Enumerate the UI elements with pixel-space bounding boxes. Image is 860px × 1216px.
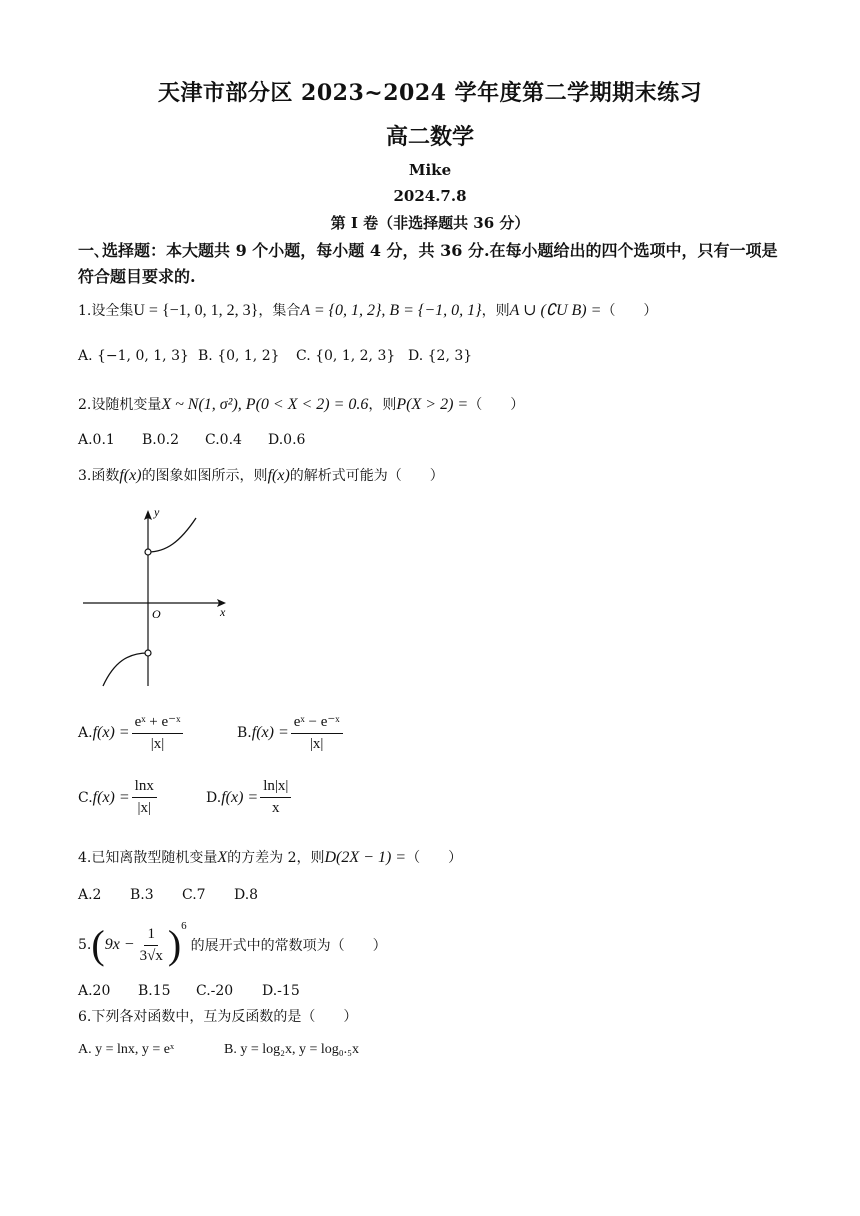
q3-option-a[interactable]	[78, 712, 185, 762]
q1-options	[78, 348, 778, 370]
q3-option-c[interactable]	[78, 778, 159, 828]
y-axis-label: y	[154, 505, 160, 519]
q5-right-paren: )	[167, 922, 182, 967]
fraction-denominator: |x|	[150, 736, 165, 752]
q4-expr: D(2X − 1) =	[324, 849, 407, 866]
q4-blank: （ ）	[406, 850, 463, 866]
q1-option-a[interactable]: A. {−1, 0, 1, 3}	[78, 348, 189, 364]
q2-expr1: X ~ N(1, σ²), P(0 < X < 2) = 0.6	[161, 396, 369, 413]
q3-option-a-lhs: f(x) =	[92, 724, 130, 741]
q5-option-c[interactable]: C.-20	[196, 983, 234, 999]
q3-option-c-fraction	[132, 778, 157, 817]
q3-fx: f(x)	[119, 467, 142, 484]
q4-option-b[interactable]: B.3	[130, 887, 154, 903]
fraction-denominator: |x|	[137, 800, 152, 816]
q3-option-b-lhs: f(x) =	[251, 724, 289, 741]
q5-options	[78, 983, 778, 1003]
q3-option-a-fraction	[132, 712, 184, 753]
author: Mike	[408, 161, 452, 179]
fraction-numerator: lnx	[132, 778, 157, 798]
fraction-numerator: ln|x|	[260, 778, 291, 798]
curve-upper-branch	[148, 518, 196, 552]
q2-option-a[interactable]: A.0.1	[78, 432, 115, 448]
q2-option-c[interactable]: C.0.4	[205, 432, 242, 448]
open-point-upper	[145, 549, 151, 555]
q1-set-u: U = {−1, 0, 1, 2, 3}	[133, 302, 259, 319]
q2-expr2: P(X > 2) =	[396, 396, 469, 413]
question-1	[78, 301, 657, 321]
q4-options	[78, 887, 778, 907]
q4-prefix: 4.已知离散型随机变量	[78, 850, 218, 866]
q5-suffix: 的展开式中的常数项为（ ）	[190, 938, 387, 954]
question-4	[78, 848, 462, 868]
date: 2024.7.8	[393, 187, 467, 205]
q4-option-c[interactable]: C.7	[182, 887, 206, 903]
q3-suffix: 的解析式可能为（ ）	[289, 468, 444, 484]
volume-heading: 第 I 卷（非选择题共 36 分）	[330, 214, 530, 232]
fraction-denominator: |x|	[309, 736, 324, 752]
q2-option-d[interactable]: D.0.6	[268, 432, 306, 448]
fraction-numerator: 1	[144, 926, 158, 946]
q4-mid: 的方差为 2，则	[227, 850, 325, 866]
q5-left-paren: (	[91, 922, 105, 967]
q1-blank: （ ）	[601, 303, 658, 319]
q3-option-c-label: C.	[78, 790, 93, 806]
q1-option-d[interactable]: D. {2, 3}	[408, 348, 473, 364]
question-3	[78, 466, 444, 486]
curve-lower-branch	[103, 653, 148, 686]
q5-option-d[interactable]: D.-15	[262, 983, 300, 999]
q4-var: X	[217, 849, 228, 866]
q5-prefix: 5.	[78, 937, 92, 953]
x-axis-label: x	[220, 605, 226, 619]
q3-fx2: f(x)	[267, 467, 290, 484]
q1-then: ，则	[481, 303, 510, 319]
fraction-denominator: x	[272, 800, 280, 816]
q2-blank: （ ）	[468, 397, 525, 413]
q4-option-d[interactable]: D.8	[234, 887, 259, 903]
question-6: 6.下列各对函数中，互为反函数的是（ ）	[78, 1009, 358, 1025]
q5-power: 6	[181, 920, 187, 932]
q5-option-a[interactable]: A.20	[78, 983, 111, 999]
q3-option-b[interactable]	[237, 712, 345, 762]
origin-label: O	[152, 607, 161, 621]
q6-options	[78, 1042, 778, 1064]
page-title: 天津市部分区 2023~2024 学年度第二学期期末练习	[157, 80, 703, 106]
q2-prefix: 2.设随机变量	[78, 397, 162, 413]
q1-mid: ，集合	[258, 303, 301, 319]
q2-options	[78, 432, 778, 452]
q3-option-a-label: A.	[78, 725, 93, 741]
q5-lead: 9x −	[104, 936, 135, 953]
q3-option-d[interactable]	[206, 778, 293, 828]
fraction-numerator: eˣ − e⁻ˣ	[291, 712, 343, 734]
q3-option-d-fraction	[260, 778, 291, 817]
q5-option-b[interactable]: B.15	[138, 983, 171, 999]
q4-option-a[interactable]: A.2	[78, 887, 102, 903]
fraction-denominator: 3√x	[139, 947, 163, 964]
q3-option-d-lhs: f(x) =	[221, 789, 259, 806]
q1-expr: A ∪ (∁U B) =	[509, 302, 602, 319]
q2-then: ，则	[368, 397, 397, 413]
q3-option-b-fraction	[291, 712, 343, 753]
q3-option-c-lhs: f(x) =	[92, 789, 130, 806]
q3-mid: 的图象如图所示，则	[141, 468, 268, 484]
section-heading: 一､选择题：本大题共 9 个小题，每小题 4 分，共 36 分.在每小题给出的四个选项中，只有一项是符合题目要求的.	[78, 241, 778, 286]
subject-title: 高二数学	[385, 124, 474, 150]
fraction-numerator: eˣ + e⁻ˣ	[132, 712, 184, 734]
q3-prefix: 3.函数	[78, 468, 120, 484]
q1-sets-ab: A = {0, 1, 2}, B = {−1, 0, 1}	[300, 302, 482, 319]
q6-option-a[interactable]: A. y = lnx, y = eˣ	[78, 1042, 175, 1057]
q5-fraction	[137, 926, 166, 965]
q1-option-b[interactable]: B. {0, 1, 2}	[198, 348, 280, 364]
q1-option-c[interactable]: C. {0, 1, 2, 3}	[296, 348, 396, 364]
question-5	[78, 918, 387, 972]
question-2	[78, 395, 524, 415]
q2-option-b[interactable]: B.0.2	[142, 432, 180, 448]
q3-option-d-label: D.	[206, 790, 222, 806]
open-point-lower	[145, 650, 151, 656]
q3-function-graph	[78, 500, 248, 695]
q1-prefix: 1.设全集	[78, 303, 134, 319]
q3-option-b-label: B.	[237, 725, 252, 741]
q6-option-b[interactable]: B. y = log₂x, y = log₀.₅x	[224, 1042, 360, 1057]
